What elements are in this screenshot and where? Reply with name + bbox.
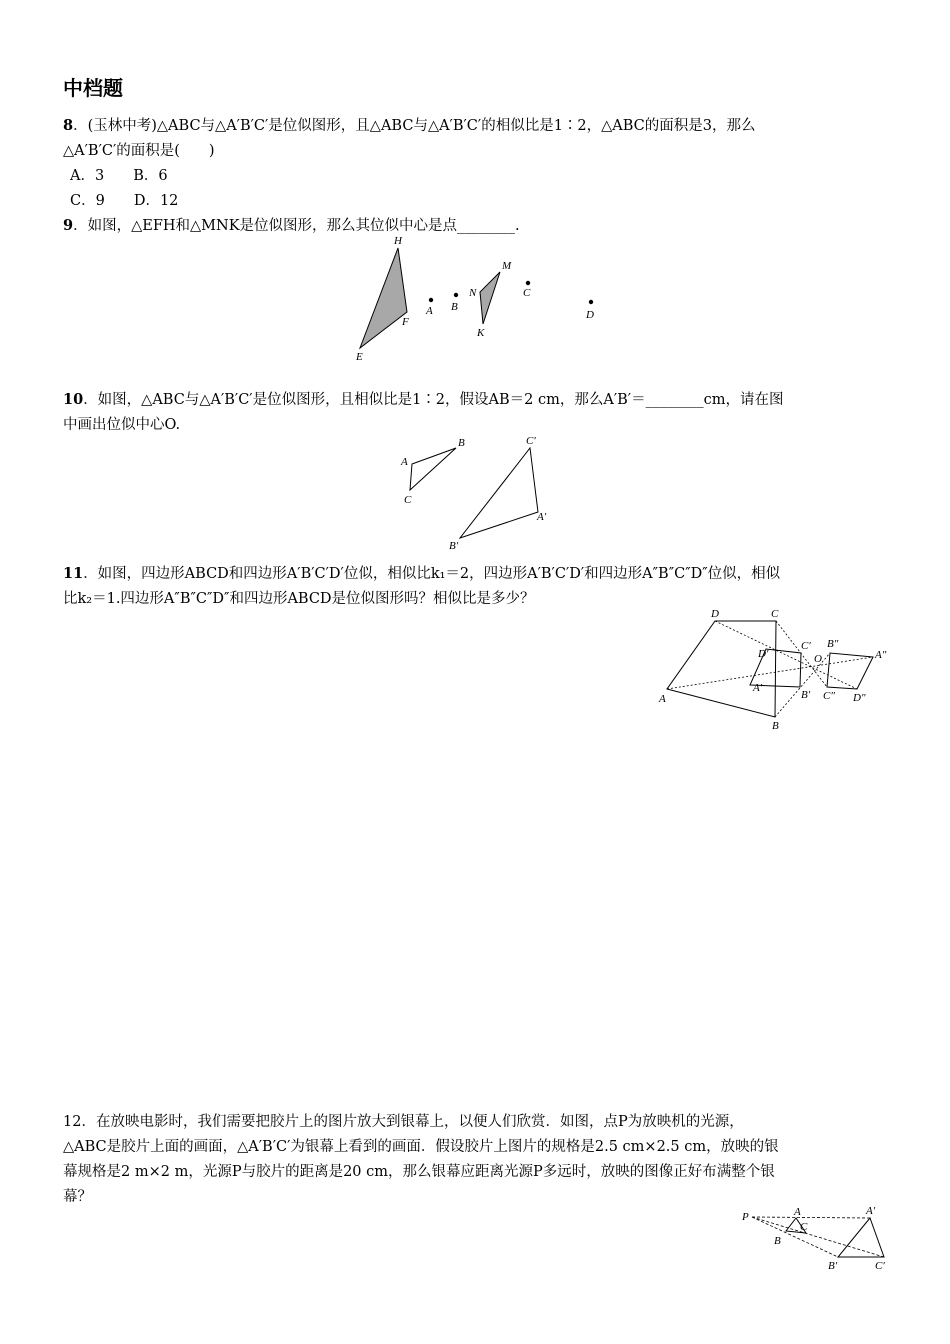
q9-text: ．如图，△EFH和△MNK是位似图形，那么其位似中心是点________. — [73, 218, 520, 234]
q12-line1: 12．在放映电影时，我们需要把胶片上的图片放大到银幕上，以便人们欣赏．如图，点P为放映机的光源， — [63, 1114, 744, 1130]
q9-figure — [350, 232, 610, 368]
label-b: B — [774, 1235, 781, 1247]
label-o: O — [814, 653, 822, 665]
q8-options-row1: A．3 B．6 — [70, 168, 168, 184]
point-a — [429, 298, 433, 302]
label-a: A — [426, 305, 433, 317]
q11-line2: 比k₂＝1.四边形A″B″C″D″和四边形ABCD是位似图形吗？相似比是多少？ — [63, 591, 535, 607]
triangle-abc-prime — [460, 448, 538, 538]
label-a: A — [794, 1206, 801, 1218]
label-d-prime: D′ — [758, 648, 769, 660]
label-e: E — [356, 351, 363, 363]
quad-abcd — [667, 621, 776, 717]
label-c-prime: C′ — [801, 640, 811, 652]
label-c: C — [523, 287, 531, 299]
label-c: C — [800, 1221, 808, 1233]
label-b: B — [458, 437, 465, 449]
projection-rays — [752, 1217, 884, 1257]
label-b-double-prime: B″ — [827, 638, 839, 650]
triangle-mnk — [480, 272, 500, 324]
point-b — [454, 293, 458, 297]
q12-line3: 幕规格是2 m×2 m，光源P与胶片的距离是20 cm，那么银幕应距离光源P多远时，放映的图像正好布满整个银 — [63, 1164, 775, 1180]
q10-line1 — [63, 390, 783, 410]
q8-options-row2: C．9 D．12 — [70, 193, 179, 209]
label-c-prime: C′ — [526, 435, 536, 447]
label-b-prime: B′ — [801, 689, 811, 701]
label-d-double-prime: D″ — [853, 692, 866, 704]
q11-line1 — [63, 564, 780, 584]
q11-number: 11 — [63, 565, 84, 582]
point-d — [589, 300, 593, 304]
projection-lines — [667, 621, 873, 717]
q12-figure — [738, 1203, 898, 1275]
q8-line2: △A′B′C′的面积是( ) — [63, 143, 215, 159]
label-a-prime: A′ — [866, 1205, 876, 1217]
q9-number: 9 — [63, 217, 74, 234]
label-a-prime: A′ — [537, 511, 547, 523]
label-d: D — [586, 309, 594, 321]
q10-line2: 中画出位似中心O. — [63, 417, 181, 433]
label-m: M — [502, 260, 512, 272]
label-c-double-prime: C″ — [823, 690, 835, 702]
label-b-prime: B′ — [449, 540, 459, 552]
q10-figure — [398, 430, 558, 554]
label-c-prime: C′ — [875, 1260, 885, 1272]
q8-number: 8 — [63, 117, 74, 134]
triangle-abc-prime — [838, 1218, 884, 1257]
label-n: N — [469, 287, 477, 299]
q11-figure — [655, 605, 895, 735]
label-c: C — [404, 494, 412, 506]
triangle-abc — [410, 448, 456, 490]
q12-line2: △ABC是胶片上面的画面，△A′B′C′为银幕上看到的画面．假设胶片上图片的规格是2.5 cm×2.5 cm，放映的银 — [63, 1139, 779, 1155]
label-h: H — [394, 235, 402, 247]
label-c: C — [771, 608, 779, 620]
label-b-prime: B′ — [828, 1260, 838, 1272]
q12-line4: 幕？ — [63, 1189, 92, 1205]
q8-line1 — [63, 116, 756, 136]
q11-text: ．如图，四边形ABCD和四边形A′B′C′D′位似，相似比k₁＝2，四边形A′B′C′D′和四边形A″B″C″D″位似，相似 — [83, 566, 781, 582]
point-c — [526, 281, 530, 285]
label-k: K — [477, 327, 485, 339]
q8-text: ．(玉林中考)△ABC与△A′B′C′是位似图形，且△ABC与△A′B′C′的相似比是1∶2，△ABC的面积是3，那么 — [73, 118, 756, 134]
q10-text: ．如图，△ABC与△A′B′C′是位似图形，且相似比是1∶2，假设AB＝2 cm，那么A′B′＝________cm，请在图 — [83, 392, 784, 408]
label-a: A — [401, 456, 408, 468]
triangle-efh — [360, 248, 407, 348]
label-p: P — [742, 1211, 749, 1223]
label-b: B — [772, 720, 779, 732]
q10-number: 10 — [63, 391, 84, 408]
label-b: B — [451, 301, 458, 313]
label-f: F — [402, 316, 409, 328]
label-a: A — [659, 693, 666, 705]
label-d: D — [711, 608, 719, 620]
section-title: 中档题 — [63, 76, 123, 100]
label-a-double-prime: A″ — [875, 649, 887, 661]
label-a-prime: A′ — [753, 682, 763, 694]
